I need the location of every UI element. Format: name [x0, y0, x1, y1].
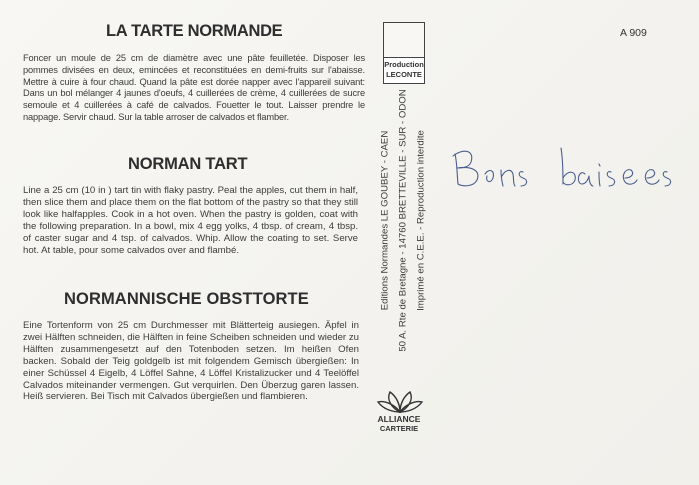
- brand-sub: CARTERIE: [379, 424, 419, 433]
- publisher-line-1: Editions Normandes LE GOUBEY - CAEN: [379, 130, 391, 311]
- brand-name: ALLIANCE: [377, 414, 421, 424]
- french-recipe-text: Foncer un moule de 25 cm de diamètre avec une pâte feuilletée. Disposer les pommes divisées en deux, emincées et reconstituées en demi-fruits sur l'abaisse. Mettre à cuire à four chaud. Quand la pâte est dorée napper avec l'appareil suivant: Dans un bol mélanger 4 jaunes d'oeufs, 4 cuillerées de crème, 4 cuillerées de sucre semoule et 4 cuillerées à café de calvados. Fouetter le tout. Laisser prendre le nappage. Servir chaud. Sur la table arroser de calvados et flamber.: [23, 53, 365, 122]
- french-recipe-title: LA TARTE NORMANDE: [106, 22, 283, 40]
- production-label: Production: [384, 60, 424, 69]
- handwritten-greeting: [449, 140, 694, 200]
- german-recipe-text: Eine Tortenform von 25 cm Durchmesser mit Blätterteig ausiegen. Äpfel in zwei Hälften schneiden, die Hälften in feine Scheiben schneiden und wieder zu Hälften zusammengesetzt auf den Totenboden setzen. Im heißen Ofen backen. Sobald der Teig goldgelb ist mit folgendem Gemisch übergießen: In einer Schüssel 4 Eigelb, 4 Löffel Sahne, 4 Löffel Kristalizucker und 4 Teelöffel Calvados miteinander vermengen. Gut verquirlen. Den Überzug garen lassen. Heiß servieren. Bei Tisch mit Calvados übergießen und flambieren.: [23, 320, 359, 403]
- publisher-line-3: Imprimé en C.E.E. - Reproduction interdite: [415, 130, 427, 311]
- english-recipe-title: NORMAN TART: [128, 155, 248, 173]
- card-code: A 909: [620, 27, 647, 39]
- english-recipe-text: Line a 25 cm (10 in ) tart tin with flaky pastry. Peal the apples, cut them in half, then slice them and place them on the flat bottom of the pastry so that they still look like halfapples. Cook in a hot oven. When the pastry is golden, coat with the following preparation. In a bowl, mix 4 egg yolks, 4 tbsp. of cream, 4 tbsp. of caster sugar and 4 tsp. of calvados. Whip. Allow the coating to set. Serve hot. At table, pour some calvados over and flambé.: [23, 185, 358, 256]
- production-company: LECONTE: [386, 70, 422, 79]
- production-box: [383, 22, 425, 84]
- publisher-line-2: 50 A. Rte de Bretagne - 14760 BRETTEVILLE - SUR - ODON: [397, 89, 409, 352]
- german-recipe-title: NORMANNISCHE OBSTTORTE: [64, 290, 309, 308]
